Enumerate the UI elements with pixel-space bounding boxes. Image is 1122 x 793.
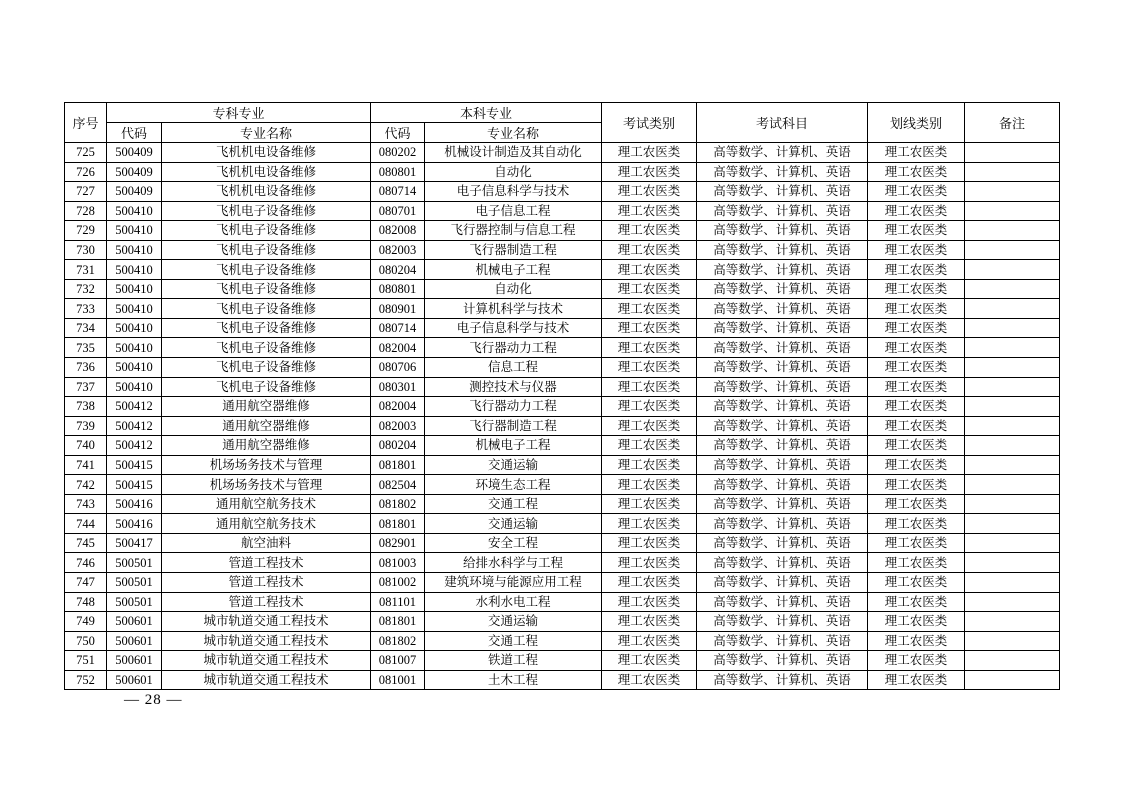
exam-subjects-cell: 高等数学、计算机、英语 — [697, 299, 868, 319]
bk-code-cell: 080706 — [371, 358, 425, 378]
remark-cell — [965, 143, 1060, 163]
zk-name-cell: 飞机电子设备维修 — [162, 240, 371, 260]
bk-name-cell: 电子信息科学与技术 — [425, 182, 602, 202]
line-type-cell: 理工农医类 — [868, 455, 965, 475]
table-row — [65, 612, 1060, 632]
remark-cell — [965, 494, 1060, 514]
bk-name-cell: 交通运输 — [425, 514, 602, 534]
exam-subjects-cell: 高等数学、计算机、英语 — [697, 377, 868, 397]
exam-type-cell: 理工农医类 — [602, 397, 697, 417]
zk-code-cell: 500410 — [107, 377, 162, 397]
line-type-cell: 理工农医类 — [868, 533, 965, 553]
exam-subjects-cell: 高等数学、计算机、英语 — [697, 631, 868, 651]
seq-cell: 731 — [65, 260, 107, 280]
bk-code-cell: 080204 — [371, 436, 425, 456]
exam-type-cell: 理工农医类 — [602, 143, 697, 163]
exam-subjects-cell: 高等数学、计算机、英语 — [697, 573, 868, 593]
seq-cell: 730 — [65, 240, 107, 260]
line-type-cell: 理工农医类 — [868, 182, 965, 202]
line-type-cell: 理工农医类 — [868, 279, 965, 299]
bk-code-cell: 080801 — [371, 162, 425, 182]
seq-cell: 742 — [65, 475, 107, 495]
bk-name-cell: 机械电子工程 — [425, 436, 602, 456]
bk-name-cell: 安全工程 — [425, 533, 602, 553]
bk-name-cell: 机械电子工程 — [425, 260, 602, 280]
exam-subjects-cell: 高等数学、计算机、英语 — [697, 338, 868, 358]
seq-cell: 732 — [65, 279, 107, 299]
zk-code-cell: 500410 — [107, 260, 162, 280]
header-bk-code: 代码 — [371, 123, 425, 143]
bk-code-cell: 081002 — [371, 573, 425, 593]
table-row — [65, 299, 1060, 319]
exam-subjects-cell: 高等数学、计算机、英语 — [697, 592, 868, 612]
zk-name-cell: 机场场务技术与管理 — [162, 475, 371, 495]
zk-name-cell: 飞机电子设备维修 — [162, 260, 371, 280]
table-row — [65, 182, 1060, 202]
table-row — [65, 553, 1060, 573]
zk-name-cell: 管道工程技术 — [162, 592, 371, 612]
exam-subjects-cell: 高等数学、计算机、英语 — [697, 182, 868, 202]
line-type-cell: 理工农医类 — [868, 553, 965, 573]
bk-name-cell: 自动化 — [425, 279, 602, 299]
remark-cell — [965, 260, 1060, 280]
exam-subjects-cell: 高等数学、计算机、英语 — [697, 514, 868, 534]
zk-code-cell: 500410 — [107, 221, 162, 241]
seq-cell: 734 — [65, 318, 107, 338]
remark-cell — [965, 553, 1060, 573]
line-type-cell: 理工农医类 — [868, 573, 965, 593]
line-type-cell: 理工农医类 — [868, 299, 965, 319]
bk-code-cell: 082003 — [371, 416, 425, 436]
seq-cell: 728 — [65, 201, 107, 221]
zk-code-cell: 500409 — [107, 143, 162, 163]
exam-type-cell: 理工农医类 — [602, 436, 697, 456]
zk-code-cell: 500409 — [107, 162, 162, 182]
table-row — [65, 592, 1060, 612]
line-type-cell: 理工农医类 — [868, 514, 965, 534]
bk-name-cell: 交通运输 — [425, 455, 602, 475]
table-row — [65, 143, 1060, 163]
bk-code-cell: 081802 — [371, 494, 425, 514]
zk-code-cell: 500501 — [107, 553, 162, 573]
line-type-cell: 理工农医类 — [868, 416, 965, 436]
table-row — [65, 494, 1060, 514]
zk-code-cell: 500412 — [107, 397, 162, 417]
bk-code-cell: 080901 — [371, 299, 425, 319]
seq-cell: 750 — [65, 631, 107, 651]
exam-type-cell: 理工农医类 — [602, 573, 697, 593]
line-type-cell: 理工农医类 — [868, 612, 965, 632]
table-row — [65, 240, 1060, 260]
exam-type-cell: 理工农医类 — [602, 299, 697, 319]
zk-code-cell: 500410 — [107, 338, 162, 358]
bk-code-cell: 081801 — [371, 612, 425, 632]
table-row — [65, 201, 1060, 221]
line-type-cell: 理工农医类 — [868, 162, 965, 182]
zk-code-cell: 500416 — [107, 514, 162, 534]
line-type-cell: 理工农医类 — [868, 377, 965, 397]
seq-cell: 735 — [65, 338, 107, 358]
bk-code-cell: 080701 — [371, 201, 425, 221]
zk-name-cell: 城市轨道交通工程技术 — [162, 651, 371, 671]
bk-name-cell: 建筑环境与能源应用工程 — [425, 573, 602, 593]
exam-type-cell: 理工农医类 — [602, 475, 697, 495]
remark-cell — [965, 651, 1060, 671]
line-type-cell: 理工农医类 — [868, 358, 965, 378]
remark-cell — [965, 436, 1060, 456]
exam-subjects-cell: 高等数学、计算机、英语 — [697, 416, 868, 436]
bk-code-cell: 080204 — [371, 260, 425, 280]
line-type-cell: 理工农医类 — [868, 397, 965, 417]
exam-subjects-cell: 高等数学、计算机、英语 — [697, 533, 868, 553]
header-seq: 序号 — [65, 103, 107, 143]
table-row — [65, 162, 1060, 182]
table-row — [65, 573, 1060, 593]
zk-name-cell: 通用航空器维修 — [162, 416, 371, 436]
bk-code-cell: 082504 — [371, 475, 425, 495]
table-row — [65, 514, 1060, 534]
remark-cell — [965, 377, 1060, 397]
exam-type-cell: 理工农医类 — [602, 221, 697, 241]
exam-type-cell: 理工农医类 — [602, 553, 697, 573]
table-row — [65, 651, 1060, 671]
zk-name-cell: 航空油料 — [162, 533, 371, 553]
bk-code-cell: 080714 — [371, 182, 425, 202]
zk-code-cell: 500416 — [107, 494, 162, 514]
remark-cell — [965, 318, 1060, 338]
header-zhuanke: 专科专业 — [107, 103, 371, 123]
seq-cell: 726 — [65, 162, 107, 182]
remark-cell — [965, 514, 1060, 534]
remark-cell — [965, 358, 1060, 378]
bk-name-cell: 计算机科学与技术 — [425, 299, 602, 319]
bk-name-cell: 飞行器制造工程 — [425, 416, 602, 436]
header-zk-code: 代码 — [107, 123, 162, 143]
bk-name-cell: 铁道工程 — [425, 651, 602, 671]
zk-name-cell: 通用航空器维修 — [162, 397, 371, 417]
remark-cell — [965, 533, 1060, 553]
header-line-type: 划线类别 — [868, 103, 965, 143]
bk-name-cell: 飞行器动力工程 — [425, 397, 602, 417]
line-type-cell: 理工农医类 — [868, 651, 965, 671]
zk-code-cell: 500601 — [107, 670, 162, 690]
table-row — [65, 221, 1060, 241]
seq-cell: 749 — [65, 612, 107, 632]
bk-code-cell: 082003 — [371, 240, 425, 260]
zk-code-cell: 500417 — [107, 533, 162, 553]
exam-subjects-cell: 高等数学、计算机、英语 — [697, 494, 868, 514]
zk-name-cell: 飞机电子设备维修 — [162, 377, 371, 397]
seq-cell: 741 — [65, 455, 107, 475]
line-type-cell: 理工农医类 — [868, 240, 965, 260]
exam-subjects-cell: 高等数学、计算机、英语 — [697, 318, 868, 338]
zk-code-cell: 500415 — [107, 455, 162, 475]
seq-cell: 733 — [65, 299, 107, 319]
remark-cell — [965, 221, 1060, 241]
table-row — [65, 436, 1060, 456]
exam-type-cell: 理工农医类 — [602, 455, 697, 475]
zk-code-cell: 500415 — [107, 475, 162, 495]
table-row — [65, 397, 1060, 417]
bk-code-cell: 081802 — [371, 631, 425, 651]
bk-code-cell: 081801 — [371, 455, 425, 475]
line-type-cell: 理工农医类 — [868, 318, 965, 338]
zk-code-cell: 500410 — [107, 358, 162, 378]
zk-name-cell: 飞机机电设备维修 — [162, 143, 371, 163]
zk-name-cell: 飞机电子设备维修 — [162, 279, 371, 299]
line-type-cell: 理工农医类 — [868, 436, 965, 456]
seq-cell: 743 — [65, 494, 107, 514]
seq-cell: 740 — [65, 436, 107, 456]
bk-name-cell: 自动化 — [425, 162, 602, 182]
zk-code-cell: 500410 — [107, 240, 162, 260]
exam-subjects-cell: 高等数学、计算机、英语 — [697, 358, 868, 378]
seq-cell: 739 — [65, 416, 107, 436]
zk-name-cell: 飞机机电设备维修 — [162, 162, 371, 182]
remark-cell — [965, 299, 1060, 319]
exam-type-cell: 理工农医类 — [602, 201, 697, 221]
seq-cell: 744 — [65, 514, 107, 534]
bk-code-cell: 082004 — [371, 338, 425, 358]
exam-subjects-cell: 高等数学、计算机、英语 — [697, 436, 868, 456]
bk-name-cell: 交通运输 — [425, 612, 602, 632]
exam-type-cell: 理工农医类 — [602, 358, 697, 378]
zk-name-cell: 飞机电子设备维修 — [162, 338, 371, 358]
remark-cell — [965, 573, 1060, 593]
zk-code-cell: 500601 — [107, 612, 162, 632]
exam-type-cell: 理工农医类 — [602, 612, 697, 632]
exam-type-cell: 理工农医类 — [602, 494, 697, 514]
bk-code-cell: 080714 — [371, 318, 425, 338]
zk-name-cell: 通用航空航务技术 — [162, 514, 371, 534]
bk-name-cell: 飞行器控制与信息工程 — [425, 221, 602, 241]
zk-name-cell: 城市轨道交通工程技术 — [162, 631, 371, 651]
zk-code-cell: 500501 — [107, 573, 162, 593]
exam-type-cell: 理工农医类 — [602, 182, 697, 202]
table-row — [65, 318, 1060, 338]
bk-name-cell: 给排水科学与工程 — [425, 553, 602, 573]
zk-code-cell: 500410 — [107, 201, 162, 221]
seq-cell: 752 — [65, 670, 107, 690]
exam-subjects-cell: 高等数学、计算机、英语 — [697, 162, 868, 182]
bk-code-cell: 081101 — [371, 592, 425, 612]
table-row — [65, 455, 1060, 475]
table-row — [65, 670, 1060, 690]
exam-type-cell: 理工农医类 — [602, 631, 697, 651]
header-exam-subjects: 考试科目 — [697, 103, 868, 143]
seq-cell: 737 — [65, 377, 107, 397]
remark-cell — [965, 475, 1060, 495]
exam-type-cell: 理工农医类 — [602, 416, 697, 436]
remark-cell — [965, 592, 1060, 612]
table-row — [65, 358, 1060, 378]
exam-type-cell: 理工农医类 — [602, 514, 697, 534]
table-row — [65, 377, 1060, 397]
table-row — [65, 475, 1060, 495]
bk-name-cell: 测控技术与仪器 — [425, 377, 602, 397]
zk-code-cell: 500501 — [107, 592, 162, 612]
remark-cell — [965, 455, 1060, 475]
line-type-cell: 理工农医类 — [868, 201, 965, 221]
seq-cell: 725 — [65, 143, 107, 163]
remark-cell — [965, 397, 1060, 417]
exam-type-cell: 理工农医类 — [602, 651, 697, 671]
header-exam-type: 考试类别 — [602, 103, 697, 143]
line-type-cell: 理工农医类 — [868, 221, 965, 241]
header-bk-name: 专业名称 — [425, 123, 602, 143]
seq-cell: 729 — [65, 221, 107, 241]
seq-cell: 751 — [65, 651, 107, 671]
zk-code-cell: 500410 — [107, 299, 162, 319]
line-type-cell: 理工农医类 — [868, 143, 965, 163]
line-type-cell: 理工农医类 — [868, 631, 965, 651]
zk-name-cell: 飞机电子设备维修 — [162, 358, 371, 378]
exam-subjects-cell: 高等数学、计算机、英语 — [697, 455, 868, 475]
zk-name-cell: 城市轨道交通工程技术 — [162, 670, 371, 690]
zk-code-cell: 500409 — [107, 182, 162, 202]
bk-name-cell: 土木工程 — [425, 670, 602, 690]
bk-code-cell: 081003 — [371, 553, 425, 573]
zk-code-cell: 500410 — [107, 318, 162, 338]
bk-code-cell: 081001 — [371, 670, 425, 690]
exam-subjects-cell: 高等数学、计算机、英语 — [697, 612, 868, 632]
bk-name-cell: 电子信息科学与技术 — [425, 318, 602, 338]
remark-cell — [965, 416, 1060, 436]
exam-type-cell: 理工农医类 — [602, 338, 697, 358]
exam-subjects-cell: 高等数学、计算机、英语 — [697, 279, 868, 299]
remark-cell — [965, 670, 1060, 690]
remark-cell — [965, 182, 1060, 202]
seq-cell: 738 — [65, 397, 107, 417]
exam-type-cell: 理工农医类 — [602, 670, 697, 690]
zk-code-cell: 500412 — [107, 416, 162, 436]
zk-name-cell: 通用航空航务技术 — [162, 494, 371, 514]
bk-name-cell: 环境生态工程 — [425, 475, 602, 495]
bk-name-cell: 水利水电工程 — [425, 592, 602, 612]
exam-type-cell: 理工农医类 — [602, 240, 697, 260]
exam-subjects-cell: 高等数学、计算机、英语 — [697, 670, 868, 690]
bk-name-cell: 飞行器制造工程 — [425, 240, 602, 260]
exam-subjects-cell: 高等数学、计算机、英语 — [697, 260, 868, 280]
zk-name-cell: 通用航空器维修 — [162, 436, 371, 456]
exam-type-cell: 理工农医类 — [602, 260, 697, 280]
exam-type-cell: 理工农医类 — [602, 279, 697, 299]
bk-code-cell: 082008 — [371, 221, 425, 241]
exam-type-cell: 理工农医类 — [602, 592, 697, 612]
bk-code-cell: 082004 — [371, 397, 425, 417]
zk-name-cell: 飞机电子设备维修 — [162, 318, 371, 338]
remark-cell — [965, 612, 1060, 632]
seq-cell: 727 — [65, 182, 107, 202]
seq-cell: 746 — [65, 553, 107, 573]
remark-cell — [965, 162, 1060, 182]
line-type-cell: 理工农医类 — [868, 670, 965, 690]
zk-name-cell: 飞机电子设备维修 — [162, 201, 371, 221]
zk-code-cell: 500601 — [107, 651, 162, 671]
remark-cell — [965, 201, 1060, 221]
page-number: — 28 — — [124, 692, 183, 708]
exam-subjects-cell: 高等数学、计算机、英语 — [697, 221, 868, 241]
exam-subjects-cell: 高等数学、计算机、英语 — [697, 143, 868, 163]
zk-name-cell: 飞机电子设备维修 — [162, 299, 371, 319]
zk-name-cell: 管道工程技术 — [162, 573, 371, 593]
exam-type-cell: 理工农医类 — [602, 377, 697, 397]
seq-cell: 745 — [65, 533, 107, 553]
table-row — [65, 631, 1060, 651]
table-row — [65, 260, 1060, 280]
exam-type-cell: 理工农医类 — [602, 533, 697, 553]
zk-code-cell: 500410 — [107, 279, 162, 299]
remark-cell — [965, 279, 1060, 299]
remark-cell — [965, 240, 1060, 260]
zk-code-cell: 500601 — [107, 631, 162, 651]
exam-type-cell: 理工农医类 — [602, 162, 697, 182]
exam-subjects-cell: 高等数学、计算机、英语 — [697, 651, 868, 671]
seq-cell: 748 — [65, 592, 107, 612]
exam-subjects-cell: 高等数学、计算机、英语 — [697, 397, 868, 417]
bk-name-cell: 飞行器动力工程 — [425, 338, 602, 358]
exam-type-cell: 理工农医类 — [602, 318, 697, 338]
line-type-cell: 理工农医类 — [868, 260, 965, 280]
bk-name-cell: 信息工程 — [425, 358, 602, 378]
header-zk-name: 专业名称 — [162, 123, 371, 143]
exam-subjects-cell: 高等数学、计算机、英语 — [697, 240, 868, 260]
bk-code-cell: 080301 — [371, 377, 425, 397]
bk-code-cell: 081007 — [371, 651, 425, 671]
bk-code-cell: 082901 — [371, 533, 425, 553]
line-type-cell: 理工农医类 — [868, 592, 965, 612]
zk-name-cell: 机场场务技术与管理 — [162, 455, 371, 475]
bk-code-cell: 080801 — [371, 279, 425, 299]
zk-name-cell: 飞机机电设备维修 — [162, 182, 371, 202]
zk-name-cell: 飞机电子设备维修 — [162, 221, 371, 241]
zk-code-cell: 500412 — [107, 436, 162, 456]
major-table — [64, 102, 1060, 690]
line-type-cell: 理工农医类 — [868, 338, 965, 358]
header-benke: 本科专业 — [371, 103, 602, 123]
bk-name-cell: 交通工程 — [425, 494, 602, 514]
table-row — [65, 533, 1060, 553]
exam-subjects-cell: 高等数学、计算机、英语 — [697, 553, 868, 573]
bk-code-cell: 080202 — [371, 143, 425, 163]
bk-code-cell: 081801 — [371, 514, 425, 534]
table-row — [65, 416, 1060, 436]
line-type-cell: 理工农医类 — [868, 494, 965, 514]
bk-name-cell: 电子信息工程 — [425, 201, 602, 221]
table-row — [65, 338, 1060, 358]
zk-name-cell: 管道工程技术 — [162, 553, 371, 573]
remark-cell — [965, 338, 1060, 358]
remark-cell — [965, 631, 1060, 651]
header-remark: 备注 — [965, 103, 1060, 143]
table-row — [65, 279, 1060, 299]
zk-name-cell: 城市轨道交通工程技术 — [162, 612, 371, 632]
seq-cell: 736 — [65, 358, 107, 378]
bk-name-cell: 交通工程 — [425, 631, 602, 651]
line-type-cell: 理工农医类 — [868, 475, 965, 495]
exam-subjects-cell: 高等数学、计算机、英语 — [697, 475, 868, 495]
seq-cell: 747 — [65, 573, 107, 593]
bk-name-cell: 机械设计制造及其自动化 — [425, 143, 602, 163]
exam-subjects-cell: 高等数学、计算机、英语 — [697, 201, 868, 221]
